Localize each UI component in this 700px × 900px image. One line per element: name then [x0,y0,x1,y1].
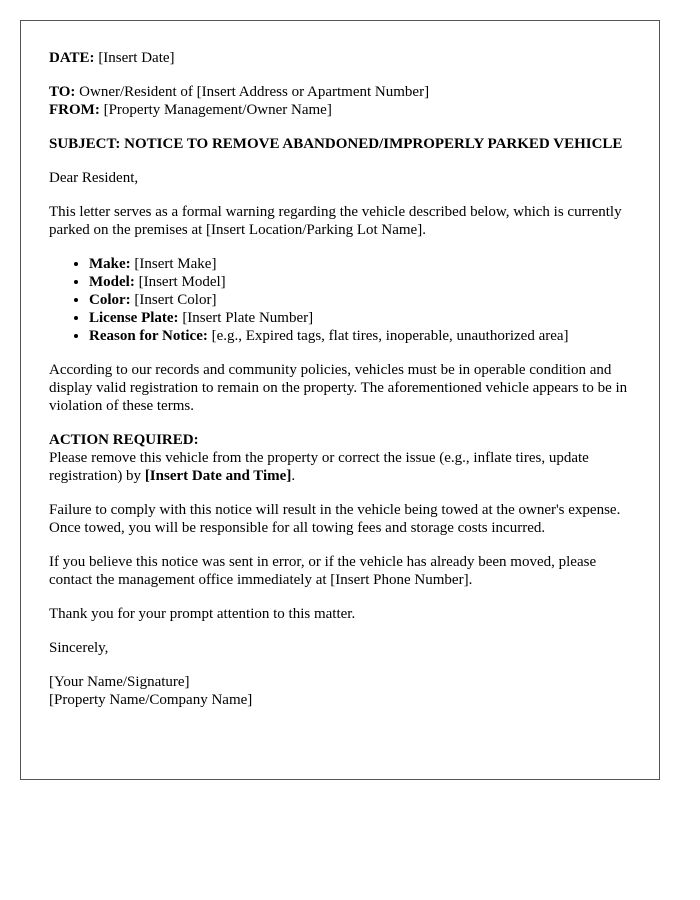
from-value: [Property Management/Owner Name] [99,102,332,118]
reason-value: [e.g., Expired tags, flat tires, inoperable, unauthorized area] [207,328,569,344]
list-item-color [89,291,631,309]
action-required-heading: ACTION REQUIRED: [49,432,199,448]
signature-name: [Your Name/Signature] [49,674,190,690]
greeting: Dear Resident, [49,170,139,186]
action-text-end: . [291,468,296,484]
letter [20,20,660,780]
model-label: Model: [89,274,135,290]
color-value: [Insert Color] [130,292,217,308]
address-block [49,83,631,119]
to-label: TO: [49,84,76,100]
failure-paragraph: Failure to comply with this notice will result in the vehicle being towed at the owner's expense. Once towed, you will be responsible for all towing fees and storage costs incurred. [49,502,621,536]
action-required-block [49,431,631,485]
to-line [49,84,429,100]
list-item-license-plate [89,309,631,327]
date-line [49,49,631,67]
from-line [49,102,332,118]
records-paragraph: According to our records and community policies, vehicles must be in operable condition and display valid registration to remain on the property. The aforementioned vehicle appears to be in violation of these terms. [49,362,628,414]
thanks-paragraph: Thank you for your prompt attention to this matter. [49,606,356,622]
color-label: Color: [89,292,131,308]
list-item-model [89,273,631,291]
license-plate-label: License Plate: [89,310,179,326]
to-value: Owner/Resident of [Insert Address or Apartment Number] [75,84,430,100]
license-plate-value: [Insert Plate Number] [178,310,314,326]
vehicle-details-list [49,255,631,345]
make-value: [Insert Make] [130,256,217,272]
intro-paragraph: This letter serves as a formal warning regarding the vehicle described below, which is currently parked on the premises at [Insert Location/Parking Lot Name]. [49,204,622,238]
model-value: [Insert Model] [134,274,226,290]
list-item-reason [89,327,631,345]
date-value: [Insert Date] [94,50,175,66]
date-label: DATE: [49,50,95,66]
action-deadline: [Insert Date and Time] [144,468,292,484]
error-paragraph: If you believe this notice was sent in error, or if the vehicle has already been moved, please contact the management office immediately at [Insert Phone Number]. [49,554,597,588]
action-text: Please remove this vehicle from the property or correct the issue (e.g., inflate tires, update registration) by [49,450,589,484]
from-label: FROM: [49,102,100,118]
subject-line: SUBJECT: NOTICE TO REMOVE ABANDONED/IMPROPERLY PARKED VEHICLE [49,136,623,152]
make-label: Make: [89,256,131,272]
closing: Sincerely, [49,640,109,656]
reason-label: Reason for Notice: [89,328,208,344]
list-item-make [89,255,631,273]
signature-company: [Property Name/Company Name] [49,692,253,708]
signature-block [49,673,631,709]
